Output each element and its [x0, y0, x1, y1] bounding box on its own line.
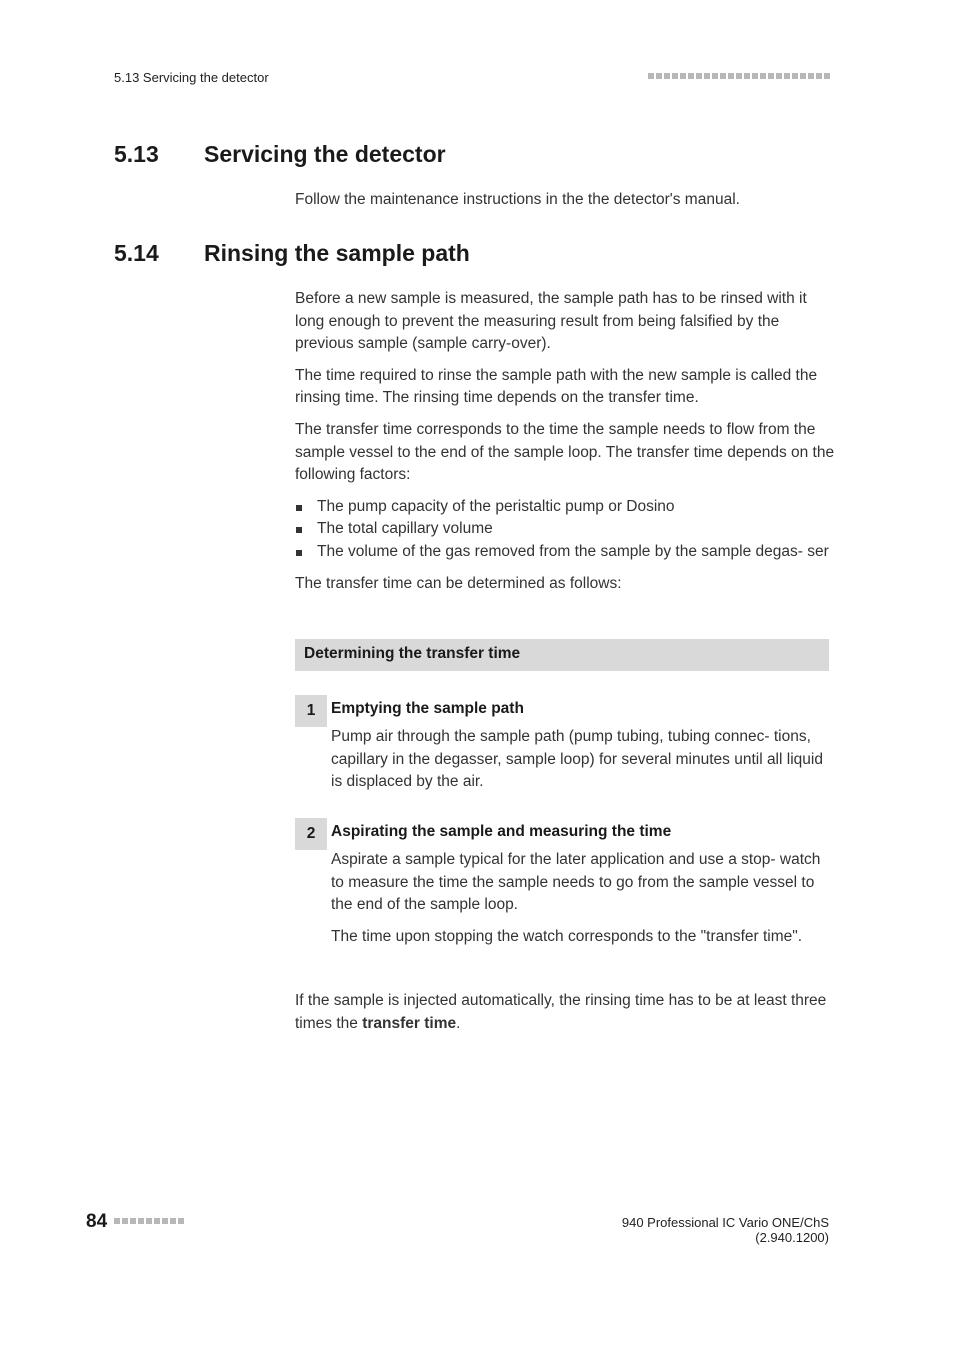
footer-decor-dots	[114, 1218, 184, 1224]
procedure-title-bar	[295, 639, 829, 671]
section-number: 5.13	[114, 141, 159, 167]
step-body	[331, 849, 831, 948]
list-item: The total capillary volume	[295, 518, 835, 541]
section-5-13-text	[295, 189, 835, 212]
closing-punctuation: .	[456, 1014, 461, 1032]
list-item: The pump capacity of the peristaltic pump or Dosino	[295, 496, 835, 519]
procedure-title: Determining the transfer time	[304, 645, 521, 662]
paragraph: Pump air through the sample path (pump tubing, tubing connec- tions, capillary in the degasser, sample loop) for several minutes until all liquid is displaced by the air.	[331, 728, 823, 791]
paragraph: The transfer time can be determined as follows:	[295, 574, 622, 592]
section-heading-5-13	[114, 141, 446, 168]
list-item: The volume of the gas removed from the sample by the sample degas- ser	[295, 541, 835, 564]
footer-product-title: 940 Professional IC Vario ONE/ChS (2.940.1200)	[621, 1215, 829, 1245]
section-number: 5.14	[114, 240, 159, 266]
paragraph	[295, 990, 835, 1035]
paragraph: The time required to rinse the sample path with the new sample is called the rinsing time. The rinsing time depends on the transfer time.	[295, 366, 818, 407]
step-body	[331, 726, 831, 794]
step-number-badge: 2	[295, 818, 327, 850]
section-5-14-body	[295, 288, 835, 595]
section-title: Servicing the detector	[204, 141, 446, 167]
paragraph: The transfer time corresponds to the time the sample needs to flow from the sample vessel to the end of the sample loop. The transfer time depends on the following factors:	[295, 420, 835, 484]
paragraph: Follow the maintenance instructions in the the detector's manual.	[295, 191, 740, 208]
step-title: Aspirating the sample and measuring the time	[331, 823, 672, 840]
paragraph: Before a new sample is measured, the sample path has to be rinsed with it long enough to prevent the measuring result from being falsified by the previous sample (sample carry-over).	[295, 290, 807, 353]
running-header-section: 5.13 Servicing the detector	[114, 70, 269, 85]
step-number-badge: 1	[295, 695, 327, 727]
header-decor-dots	[648, 73, 830, 79]
paragraph: The time upon stopping the watch corresponds to the "transfer time".	[331, 927, 803, 945]
paragraph: Aspirate a sample typical for the later application and use a stop- watch to measure the time the sample needs to go from the sample vessel to the end of the sample loop.	[331, 851, 821, 914]
section-heading-5-14	[114, 240, 470, 267]
closing-text: If the sample is injected automatically, the rinsing time has to be at least three times the	[295, 992, 827, 1032]
step-title: Emptying the sample path	[331, 700, 524, 717]
factor-list	[295, 496, 835, 564]
section-title: Rinsing the sample path	[204, 240, 470, 266]
emphasis-term: transfer time	[362, 1014, 457, 1032]
page-number: 84	[86, 1211, 108, 1232]
closing-paragraph	[295, 990, 835, 1035]
